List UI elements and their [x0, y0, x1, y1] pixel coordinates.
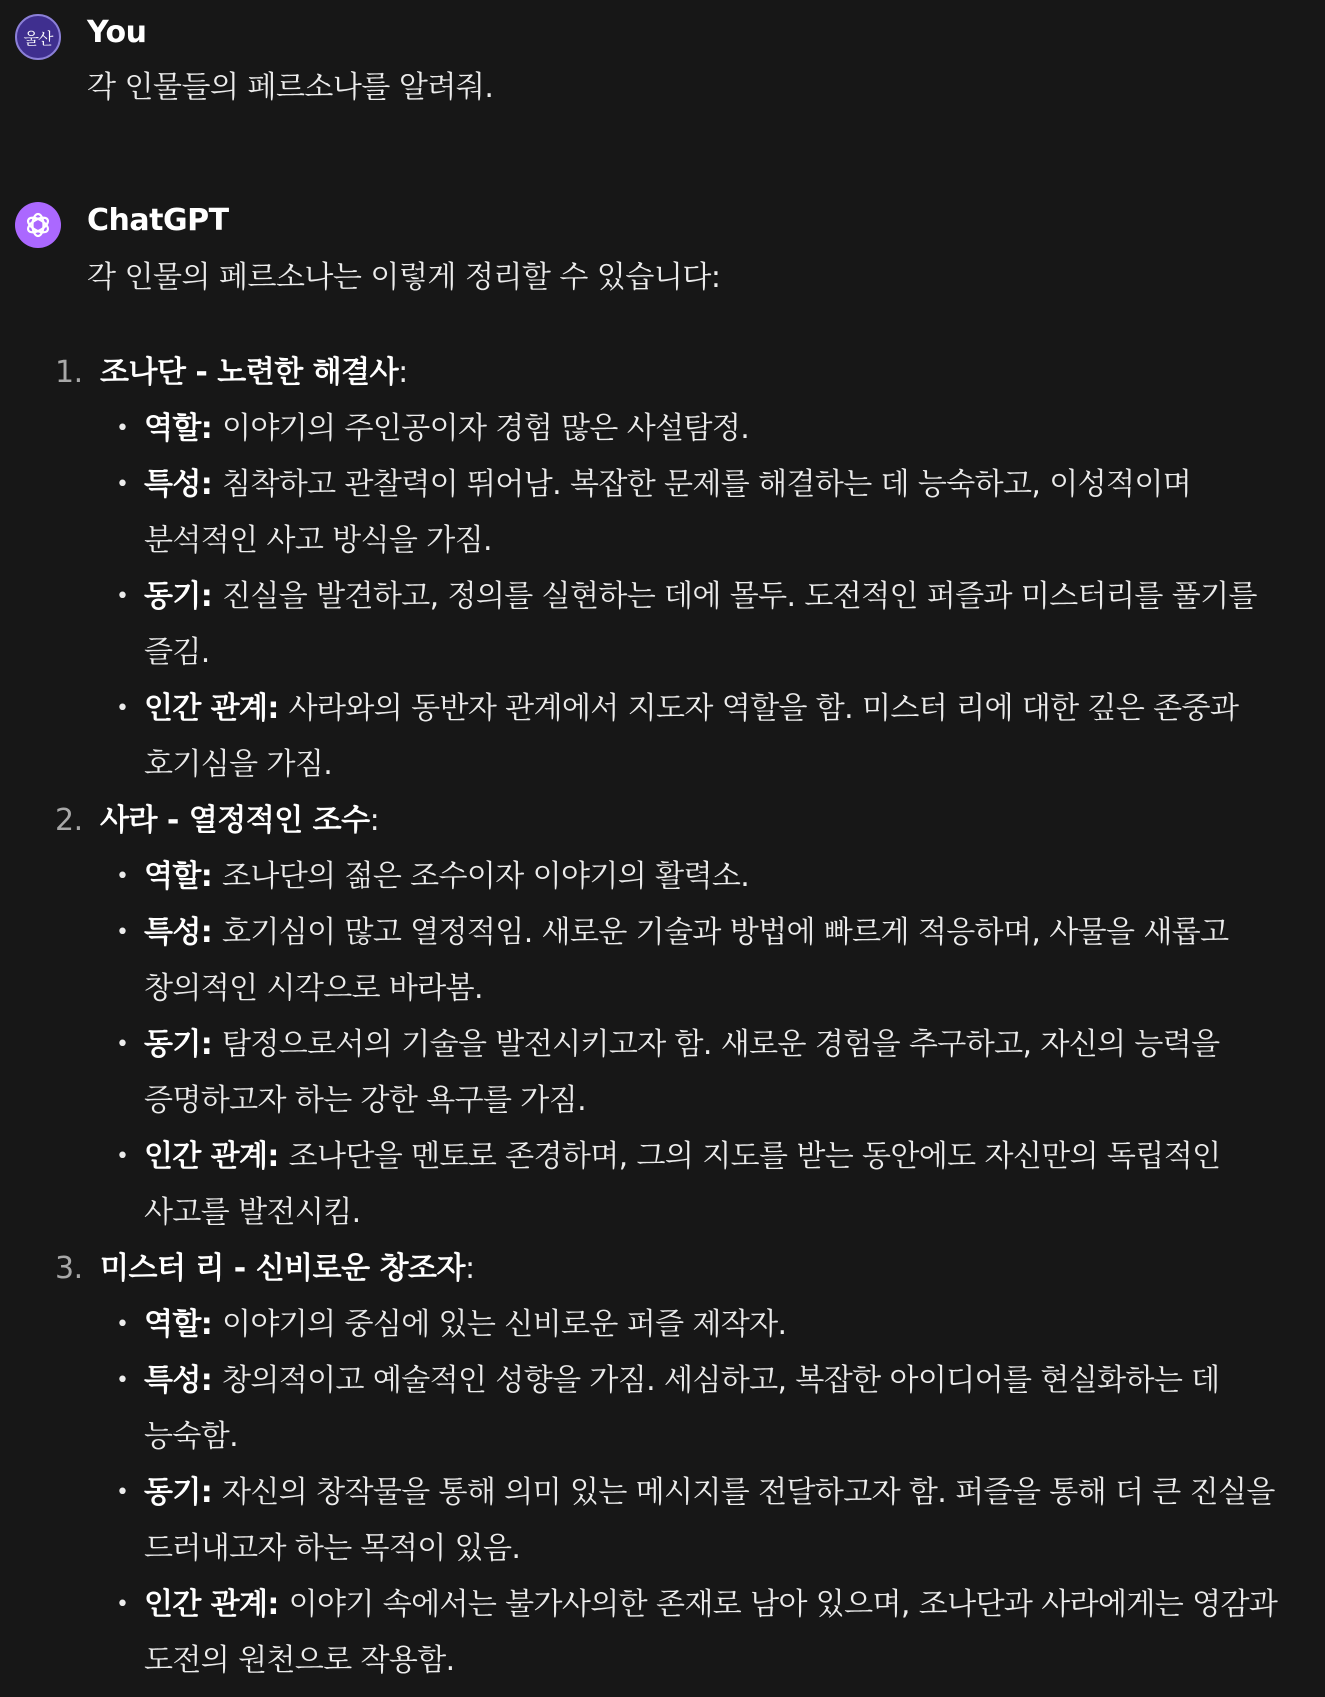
attribute-label: 역할: [144, 411, 201, 446]
persona-heading: 1. 조나단 - 노련한 해결사:: [0, 345, 1325, 401]
attribute-text: 침착하고 관찰력이 뛰어남. 복잡한 문제를 해결하는 데 능숙하고, 이성적이며 분석적인 사고 방식을 가짐.: [144, 467, 1192, 558]
attribute-item: • 동기: 탐정으로서의 기술을 발전시키고자 함. 새로운 경험을 추구하고, 자신의 능력을 증명하고자 하는 강한 욕구를 가짐.: [0, 1017, 1325, 1129]
attribute-item: • 인간 관계: 이야기 속에서는 불가사의한 존재로 남아 있으며, 조나단과 사라에게는 영감과 도전의 원천으로 작용함.: [0, 1577, 1325, 1689]
attribute-item: • 인간 관계: 조나단을 멘토로 존경하며, 그의 지도를 받는 동안에도 자신만의 독립적인 사고를 발전시킴.: [0, 1129, 1325, 1241]
attribute-label: 특성: [144, 467, 201, 502]
bullet-icon: •: [116, 696, 129, 721]
bullet-icon: •: [116, 1480, 129, 1505]
user-avatar: [15, 14, 61, 60]
attribute-item: • 역할: 조나단의 젊은 조수이자 이야기의 활력소.: [0, 849, 1325, 905]
attribute-label: 인간 관계: [144, 1587, 268, 1622]
persona-list: [0, 345, 1325, 1689]
attribute-text: 창의적이고 예술적인 성향을 가짐. 세심하고, 복잡한 아이디어를 현실화하는 데 능숙함.: [144, 1363, 1220, 1454]
persona-item: [0, 793, 1325, 1241]
attribute-label: 특성: [144, 1363, 201, 1398]
attribute-text: 이야기의 중심에 있는 신비로운 퍼즐 제작자.: [222, 1307, 787, 1342]
persona-item: [0, 1241, 1325, 1689]
attribute-label: 동기: [144, 579, 201, 614]
attribute-text: 이야기 속에서는 불가사의한 존재로 남아 있으며, 조나단과 사라에게는 영감과 도전의 원천으로 작용함.: [144, 1587, 1278, 1678]
attribute-text: 호기심이 많고 열정적임. 새로운 기술과 방법에 빠르게 적응하며, 사물을 새롭고 창의적인 시각으로 바라봄.: [144, 915, 1229, 1006]
bullet-icon: •: [116, 1032, 129, 1057]
attribute-text: 탐정으로서의 기술을 발전시키고자 함. 새로운 경험을 추구하고, 자신의 능력을 증명하고자 하는 강한 욕구를 가짐.: [144, 1027, 1220, 1118]
attribute-text: 자신의 창작물을 통해 의미 있는 메시지를 전달하고자 함. 퍼즐을 통해 더 큰 진실을 드러내고자 하는 목적이 있음.: [144, 1475, 1275, 1566]
persona-title: 조나단 - 노련한 해결사: [100, 355, 399, 390]
attribute-label: 역할: [144, 859, 201, 894]
persona-number: 3.: [55, 1251, 83, 1286]
attribute-list: [0, 1297, 1325, 1689]
persona-heading: 2. 사라 - 열정적인 조수:: [0, 793, 1325, 849]
attribute-item: • 역할: 이야기의 주인공이자 경험 많은 사설탐정.: [0, 401, 1325, 457]
bullet-icon: •: [116, 1312, 129, 1337]
bullet-icon: •: [116, 416, 129, 441]
attribute-list: [0, 401, 1325, 793]
attribute-item: • 특성: 호기심이 많고 열정적임. 새로운 기술과 방법에 빠르게 적응하며, 사물을 새롭고 창의적인 시각으로 바라봄.: [0, 905, 1325, 1017]
assistant-avatar: [15, 202, 61, 248]
attribute-item: • 역할: 이야기의 중심에 있는 신비로운 퍼즐 제작자.: [0, 1297, 1325, 1353]
attribute-item: • 동기: 자신의 창작물을 통해 의미 있는 메시지를 전달하고자 함. 퍼즐을 통해 더 큰 진실을 드러내고자 하는 목적이 있음.: [0, 1465, 1325, 1577]
attribute-label: 동기: [144, 1475, 201, 1510]
attribute-label: 인간 관계: [144, 1139, 268, 1174]
persona-number: 1.: [55, 355, 83, 390]
attribute-label: 인간 관계: [144, 691, 268, 726]
attribute-label: 특성: [144, 915, 201, 950]
bullet-icon: •: [116, 1592, 129, 1617]
bullet-icon: •: [116, 472, 129, 497]
attribute-label: 역할: [144, 1307, 201, 1342]
attribute-text: 진실을 발견하고, 정의를 실현하는 데에 몰두. 도전적인 퍼즐과 미스터리를 풀기를 즐김.: [144, 579, 1257, 670]
persona-title: 미스터 리 - 신비로운 창조자: [100, 1251, 466, 1286]
attribute-item: • 인간 관계: 사라와의 동반자 관계에서 지도자 역할을 함. 미스터 리에 대한 깊은 존중과 호기심을 가짐.: [0, 681, 1325, 793]
attribute-item: • 특성: 침착하고 관찰력이 뛰어남. 복잡한 문제를 해결하는 데 능숙하고, 이성적이며 분석적인 사고 방식을 가짐.: [0, 457, 1325, 569]
attribute-list: [0, 849, 1325, 1241]
persona-heading: 3. 미스터 리 - 신비로운 창조자:: [0, 1241, 1325, 1297]
openai-logo-icon: [22, 209, 54, 241]
attribute-text: 조나단을 멘토로 존경하며, 그의 지도를 받는 동안에도 자신만의 독립적인 사고를 발전시킴.: [144, 1139, 1221, 1230]
attribute-text: 사라와의 동반자 관계에서 지도자 역할을 함. 미스터 리에 대한 깊은 존중과 호기심을 가짐.: [144, 691, 1239, 782]
persona-item: [0, 345, 1325, 793]
attribute-text: 이야기의 주인공이자 경험 많은 사설탐정.: [222, 411, 750, 446]
user-author-name: You: [87, 15, 147, 50]
bullet-icon: •: [116, 864, 129, 889]
persona-number: 2.: [55, 803, 83, 838]
user-message-text: 각 인물들의 페르소나를 알려줘.: [87, 70, 494, 105]
user-avatar-text: 울산: [23, 28, 53, 48]
bullet-icon: •: [116, 584, 129, 609]
assistant-author-name: ChatGPT: [87, 203, 229, 238]
attribute-item: • 특성: 창의적이고 예술적인 성향을 가짐. 세심하고, 복잡한 아이디어를 현실화하는 데 능숙함.: [0, 1353, 1325, 1465]
attribute-text: 조나단의 젊은 조수이자 이야기의 활력소.: [222, 859, 750, 894]
bullet-icon: •: [116, 1144, 129, 1169]
persona-title: 사라 - 열정적인 조수: [100, 803, 370, 838]
bullet-icon: •: [116, 920, 129, 945]
attribute-label: 동기: [144, 1027, 201, 1062]
assistant-intro-text: 각 인물의 페르소나는 이렇게 정리할 수 있습니다:: [87, 260, 721, 295]
attribute-item: • 동기: 진실을 발견하고, 정의를 실현하는 데에 몰두. 도전적인 퍼즐과 미스터리를 풀기를 즐김.: [0, 569, 1325, 681]
bullet-icon: •: [116, 1368, 129, 1393]
